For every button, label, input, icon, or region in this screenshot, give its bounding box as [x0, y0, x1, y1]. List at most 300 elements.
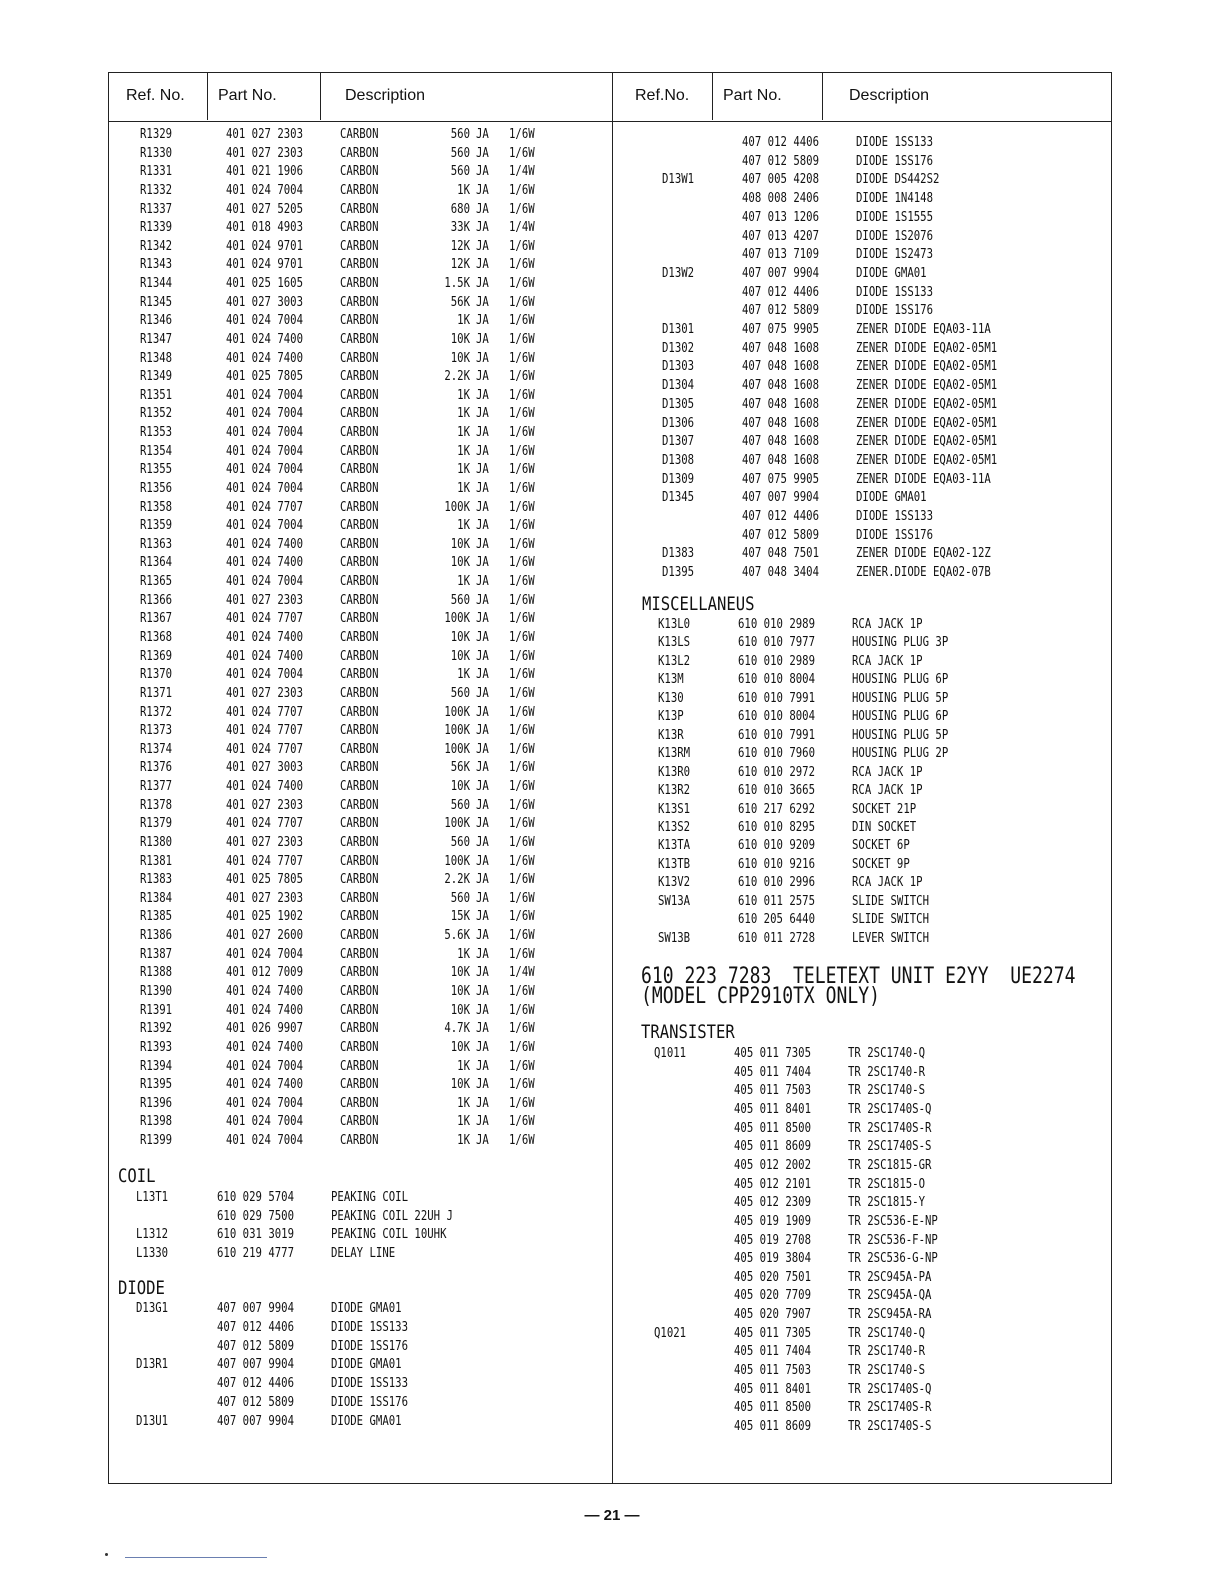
description: DIODE 1SS176: [331, 1395, 409, 1410]
description: TR 2SC1740-Q: [848, 1326, 926, 1341]
resistance-value: 560: [450, 127, 470, 142]
wattage: 1/6W: [509, 1096, 535, 1111]
ref-no: D13W1: [662, 172, 695, 187]
part-no: 407 007 9904: [217, 1301, 295, 1316]
tolerance: JA: [476, 332, 489, 347]
resistance-value: 1K: [457, 444, 470, 459]
resistance-value: 10K: [450, 555, 470, 570]
part-no: 405 019 2708: [734, 1233, 812, 1248]
wattage: 1/6W: [509, 947, 535, 962]
description: ZENER DIODE EQA02-05M1: [856, 416, 998, 431]
ref-no: R1399: [140, 1133, 173, 1148]
wattage: 1/6W: [509, 481, 535, 496]
ref-no: R1342: [140, 239, 173, 254]
resistance-value: 1K: [457, 1059, 470, 1074]
part-no: 405 012 2002: [734, 1158, 812, 1173]
description: DELAY LINE: [331, 1246, 396, 1261]
tolerance: JA: [476, 462, 489, 477]
description: DIODE DS442S2: [856, 172, 940, 187]
description: CARBON: [340, 854, 379, 869]
ref-no: D1308: [662, 453, 695, 468]
ref-no: R1343: [140, 257, 173, 272]
tolerance: JA: [476, 351, 489, 366]
ref-no: SW13A: [658, 894, 691, 909]
wattage: 1/6W: [509, 1133, 535, 1148]
ref-no: R1371: [140, 686, 173, 701]
description: ZENER DIODE EQA03-11A: [856, 322, 991, 337]
ref-no: R1388: [140, 965, 173, 980]
wattage: 1/6W: [509, 630, 535, 645]
part-no: 610 029 5704: [217, 1190, 295, 1205]
tolerance: JA: [476, 1133, 489, 1148]
tolerance: JA: [476, 909, 489, 924]
ref-no: R1386: [140, 928, 173, 943]
part-no: 401 024 7004: [226, 1096, 304, 1111]
wattage: 1/6W: [509, 295, 535, 310]
part-no: 407 048 1608: [742, 378, 820, 393]
description: HOUSING PLUG 6P: [852, 672, 949, 687]
part-no: 401 024 7707: [226, 723, 304, 738]
ref-no: K13V2: [658, 875, 691, 890]
resistance-value: 12K: [450, 239, 470, 254]
description: RCA JACK 1P: [852, 783, 923, 798]
ref-no: K13RM: [658, 746, 691, 761]
part-no: 405 011 8609: [734, 1419, 812, 1434]
resistance-value: 560: [450, 891, 470, 906]
ref-no: R1379: [140, 816, 173, 831]
description: SOCKET 6P: [852, 838, 910, 853]
part-no: 401 024 7004: [226, 1059, 304, 1074]
part-no: 401 024 7400: [226, 630, 304, 645]
part-no: 401 024 7400: [226, 555, 304, 570]
description: CARBON: [340, 462, 379, 477]
wattage: 1/6W: [509, 891, 535, 906]
footer-rule: [125, 1557, 267, 1558]
tolerance: JA: [476, 742, 489, 757]
ref-no: K13S2: [658, 820, 691, 835]
part-no: 401 024 7004: [226, 406, 304, 421]
part-no: 401 027 2303: [226, 686, 304, 701]
ref-no: L1312: [136, 1227, 169, 1242]
resistance-value: 100K: [444, 742, 470, 757]
resistance-value: 1K: [457, 183, 470, 198]
resistance-value: 5.6K: [444, 928, 470, 943]
ref-no: R1376: [140, 760, 173, 775]
ref-no: K13L0: [658, 617, 691, 632]
right-header-desc: Description: [849, 87, 930, 104]
ref-no: SW13B: [658, 931, 691, 946]
tolerance: JA: [476, 723, 489, 738]
description: CARBON: [340, 127, 379, 142]
ref-no: R1383: [140, 872, 173, 887]
part-no: 405 011 8500: [734, 1121, 812, 1136]
part-no: 401 024 7400: [226, 351, 304, 366]
description: ZENER DIODE EQA02-05M1: [856, 359, 998, 374]
ref-no: K13P: [658, 709, 684, 724]
ref-no: K13M: [658, 672, 684, 687]
part-no: 401 018 4903: [226, 220, 304, 235]
description: CARBON: [340, 313, 379, 328]
wattage: 1/6W: [509, 146, 535, 161]
ref-no: K13TB: [658, 857, 691, 872]
part-no: 401 026 9907: [226, 1021, 304, 1036]
wattage: 1/6W: [509, 854, 535, 869]
description: CARBON: [340, 1003, 379, 1018]
ref-no: R1349: [140, 369, 173, 384]
wattage: 1/6W: [509, 835, 535, 850]
ref-no: R1385: [140, 909, 173, 924]
wattage: 1/6W: [509, 574, 535, 589]
ref-no: D13G1: [136, 1301, 169, 1316]
part-no: 401 024 7004: [226, 183, 304, 198]
tolerance: JA: [476, 630, 489, 645]
part-no: 407 048 1608: [742, 416, 820, 431]
part-no: 405 011 7305: [734, 1046, 812, 1061]
ref-no: R1373: [140, 723, 173, 738]
part-no: 610 010 9216: [738, 857, 816, 872]
wattage: 1/6W: [509, 593, 535, 608]
tolerance: JA: [476, 1096, 489, 1111]
wattage: 1/6W: [509, 127, 535, 142]
section-title-coil: COIL: [118, 1165, 156, 1187]
ref-no: R1356: [140, 481, 173, 496]
ref-no: R1365: [140, 574, 173, 589]
part-no: 401 012 7009: [226, 965, 304, 980]
description: CARBON: [340, 630, 379, 645]
description: HOUSING PLUG 2P: [852, 746, 949, 761]
part-no: 407 012 5809: [217, 1395, 295, 1410]
part-no: 405 020 7709: [734, 1288, 812, 1303]
description: TR 2SC536-G-NP: [848, 1251, 938, 1266]
description: CARBON: [340, 202, 379, 217]
description: CARBON: [340, 1133, 379, 1148]
resistance-value: 100K: [444, 500, 470, 515]
tolerance: JA: [476, 984, 489, 999]
part-no: 407 012 4406: [217, 1376, 295, 1391]
tolerance: JA: [476, 1021, 489, 1036]
ref-no: R1369: [140, 649, 173, 664]
ref-no: R1394: [140, 1059, 173, 1074]
tolerance: JA: [476, 798, 489, 813]
part-no: 401 025 7805: [226, 369, 304, 384]
wattage: 1/4W: [509, 220, 535, 235]
tolerance: JA: [476, 705, 489, 720]
tolerance: JA: [476, 854, 489, 869]
resistance-value: 1K: [457, 313, 470, 328]
part-no: 407 048 3404: [742, 565, 820, 580]
wattage: 1/6W: [509, 332, 535, 347]
ref-no: D13R1: [136, 1357, 169, 1372]
resistance-value: 10K: [450, 332, 470, 347]
description: CARBON: [340, 444, 379, 459]
ref-no: R1372: [140, 705, 173, 720]
part-no: 401 024 7707: [226, 611, 304, 626]
part-no: 401 024 7004: [226, 425, 304, 440]
ref-no: R1351: [140, 388, 173, 403]
part-no: 401 027 2303: [226, 146, 304, 161]
part-no: 610 010 2972: [738, 765, 816, 780]
description: CARBON: [340, 164, 379, 179]
part-no: 401 024 7400: [226, 984, 304, 999]
description: CARBON: [340, 816, 379, 831]
wattage: 1/6W: [509, 872, 535, 887]
ref-no: R1390: [140, 984, 173, 999]
part-no: 405 019 1909: [734, 1214, 812, 1229]
part-no: 401 024 7400: [226, 779, 304, 794]
part-no: 407 005 4208: [742, 172, 820, 187]
description: CARBON: [340, 891, 379, 906]
ref-no: K13L2: [658, 654, 691, 669]
description: TR 2SC1740S-Q: [848, 1102, 932, 1117]
wattage: 1/6W: [509, 667, 535, 682]
description: HOUSING PLUG 6P: [852, 709, 949, 724]
resistance-value: 10K: [450, 649, 470, 664]
wattage: 1/6W: [509, 1040, 535, 1055]
ref-no: D1301: [662, 322, 695, 337]
description: CARBON: [340, 239, 379, 254]
part-no: 610 011 2728: [738, 931, 816, 946]
tolerance: JA: [476, 313, 489, 328]
tolerance: JA: [476, 444, 489, 459]
description: CARBON: [340, 500, 379, 515]
part-no: 401 024 7004: [226, 667, 304, 682]
wattage: 1/6W: [509, 611, 535, 626]
ref-no: R1344: [140, 276, 173, 291]
wattage: 1/6W: [509, 369, 535, 384]
ref-no: D13U1: [136, 1414, 169, 1429]
part-no: 401 024 7004: [226, 1133, 304, 1148]
ref-no: K130: [658, 691, 684, 706]
part-no: 408 008 2406: [742, 191, 820, 206]
part-no: 401 024 7400: [226, 1040, 304, 1055]
right-header-part: Part No.: [713, 72, 823, 120]
ref-no: K13R: [658, 728, 684, 743]
part-no: 610 205 6440: [738, 912, 816, 927]
part-no: 407 012 4406: [742, 285, 820, 300]
description: DIN SOCKET: [852, 820, 917, 835]
ref-no: R1380: [140, 835, 173, 850]
ref-no: R1368: [140, 630, 173, 645]
part-no: 405 011 7503: [734, 1083, 812, 1098]
wattage: 1/6W: [509, 1003, 535, 1018]
part-no: 407 075 9905: [742, 322, 820, 337]
part-no: 401 024 7707: [226, 742, 304, 757]
part-no: 401 024 7004: [226, 388, 304, 403]
part-no: 401 024 9701: [226, 239, 304, 254]
ref-no: R1363: [140, 537, 173, 552]
resistance-value: 100K: [444, 723, 470, 738]
part-no: 610 011 2575: [738, 894, 816, 909]
description: TR 2SC945A-QA: [848, 1288, 932, 1303]
wattage: 1/6W: [509, 742, 535, 757]
right-header: [613, 72, 1112, 122]
description: RCA JACK 1P: [852, 617, 923, 632]
tolerance: JA: [476, 295, 489, 310]
description: CARBON: [340, 742, 379, 757]
description: CARBON: [340, 649, 379, 664]
part-no: 401 024 7004: [226, 1114, 304, 1129]
tolerance: JA: [476, 406, 489, 421]
description: TR 2SC536-E-NP: [848, 1214, 938, 1229]
left-header-desc: Description: [345, 87, 426, 104]
tolerance: JA: [476, 500, 489, 515]
part-no: 401 027 5205: [226, 202, 304, 217]
ref-no: R1330: [140, 146, 173, 161]
part-no: 407 012 5809: [742, 528, 820, 543]
part-no: 405 011 8401: [734, 1102, 812, 1117]
description: CARBON: [340, 332, 379, 347]
resistance-value: 4.7K: [444, 1021, 470, 1036]
description: CARBON: [340, 220, 379, 235]
description: CARBON: [340, 183, 379, 198]
wattage: 1/6W: [509, 183, 535, 198]
resistance-value: 100K: [444, 854, 470, 869]
description: TR 2SC1815-GR: [848, 1158, 932, 1173]
wattage: 1/6W: [509, 928, 535, 943]
description: TR 2SC1740-Q: [848, 1046, 926, 1061]
description: DIODE 1S2076: [856, 229, 934, 244]
description: TR 2SC1740S-R: [848, 1121, 932, 1136]
part-no: 407 007 9904: [217, 1357, 295, 1372]
resistance-value: 560: [450, 593, 470, 608]
resistance-value: 680: [450, 202, 470, 217]
part-no: 407 013 7109: [742, 247, 820, 262]
description: SOCKET 9P: [852, 857, 910, 872]
description: DIODE 1S2473: [856, 247, 934, 262]
description: DIODE 1SS133: [856, 509, 934, 524]
ref-no: K13R2: [658, 783, 691, 798]
ref-no: R1348: [140, 351, 173, 366]
description: SOCKET 21P: [852, 802, 917, 817]
part-no: 401 027 2303: [226, 798, 304, 813]
description: CARBON: [340, 1059, 379, 1074]
description: CARBON: [340, 779, 379, 794]
description: CARBON: [340, 406, 379, 421]
description: DIODE 1SS133: [331, 1376, 409, 1391]
description: DIODE 1SS176: [856, 528, 934, 543]
teletext-model-note: (MODEL CPP2910TX ONLY): [641, 984, 880, 1009]
description: TR 2SC1740S-R: [848, 1400, 932, 1415]
section-title-transister: TRANSISTER: [641, 1021, 735, 1043]
description: CARBON: [340, 555, 379, 570]
ref-no: R1384: [140, 891, 173, 906]
part-no: 401 027 2303: [226, 835, 304, 850]
ref-no: D1302: [662, 341, 695, 356]
section-title-misc: MISCELLANEUS: [642, 593, 755, 615]
description: CARBON: [340, 872, 379, 887]
ref-no: R1339: [140, 220, 173, 235]
part-no: 401 024 7400: [226, 1077, 304, 1092]
part-no: 401 024 7004: [226, 313, 304, 328]
part-no: 405 019 3804: [734, 1251, 812, 1266]
ref-no: D13W2: [662, 266, 695, 281]
description: HOUSING PLUG 5P: [852, 728, 949, 743]
part-no: 401 027 3003: [226, 295, 304, 310]
part-no: 405 020 7501: [734, 1270, 812, 1285]
part-no: 407 048 7501: [742, 546, 820, 561]
description: ZENER DIODE EQA02-05M1: [856, 378, 998, 393]
description: CARBON: [340, 276, 379, 291]
part-no: 407 012 5809: [217, 1339, 295, 1354]
part-no: 405 011 8401: [734, 1382, 812, 1397]
description: DIODE 1SS176: [856, 303, 934, 318]
part-no: 610 010 9209: [738, 838, 816, 853]
wattage: 1/6W: [509, 276, 535, 291]
part-no: 610 217 6292: [738, 802, 816, 817]
ref-no: R1392: [140, 1021, 173, 1036]
part-no: 401 024 7400: [226, 332, 304, 347]
tolerance: JA: [476, 593, 489, 608]
tolerance: JA: [476, 1114, 489, 1129]
ref-no: R1396: [140, 1096, 173, 1111]
part-no: 407 075 9905: [742, 472, 820, 487]
tolerance: JA: [476, 146, 489, 161]
wattage: 1/6W: [509, 1077, 535, 1092]
tolerance: JA: [476, 686, 489, 701]
part-no: 401 027 2303: [226, 891, 304, 906]
part-no: 401 027 2303: [226, 593, 304, 608]
wattage: 1/6W: [509, 388, 535, 403]
ref-no: R1329: [140, 127, 173, 142]
part-no: 401 024 7707: [226, 705, 304, 720]
part-no: 407 007 9904: [742, 490, 820, 505]
description: CARBON: [340, 369, 379, 384]
wattage: 1/6W: [509, 705, 535, 720]
description: CARBON: [340, 947, 379, 962]
description: TR 2SC1740S-S: [848, 1419, 932, 1434]
tolerance: JA: [476, 835, 489, 850]
resistance-value: 2.2K: [444, 369, 470, 384]
description: DIODE 1SS133: [856, 135, 934, 150]
description: TR 2SC1815-O: [848, 1177, 926, 1192]
resistance-value: 1K: [457, 462, 470, 477]
description: CARBON: [340, 1096, 379, 1111]
ref-no: R1387: [140, 947, 173, 962]
tolerance: JA: [476, 388, 489, 403]
resistance-value: 560: [450, 164, 470, 179]
description: ZENER DIODE EQA02-05M1: [856, 397, 998, 412]
tolerance: JA: [476, 928, 489, 943]
ref-no: D1395: [662, 565, 695, 580]
part-no: 401 021 1906: [226, 164, 304, 179]
resistance-value: 100K: [444, 611, 470, 626]
resistance-value: 100K: [444, 705, 470, 720]
part-no: 401 027 3003: [226, 760, 304, 775]
resistance-value: 1K: [457, 481, 470, 496]
ref-no: R1358: [140, 500, 173, 515]
part-no: 610 010 3665: [738, 783, 816, 798]
wattage: 1/6W: [509, 816, 535, 831]
ref-no: R1398: [140, 1114, 173, 1129]
description: DIODE GMA01: [856, 266, 927, 281]
tolerance: JA: [476, 369, 489, 384]
description: CARBON: [340, 798, 379, 813]
description: TR 2SC1815-Y: [848, 1195, 926, 1210]
tolerance: JA: [476, 1040, 489, 1055]
description: CARBON: [340, 760, 379, 775]
description: CARBON: [340, 723, 379, 738]
ref-no: L1330: [136, 1246, 169, 1261]
description: HOUSING PLUG 3P: [852, 635, 949, 650]
right-header-ref: Ref.No.: [625, 72, 713, 120]
description: CARBON: [340, 388, 379, 403]
resistance-value: 10K: [450, 779, 470, 794]
ref-no: K13S1: [658, 802, 691, 817]
tolerance: JA: [476, 257, 489, 272]
part-no: 407 012 5809: [742, 154, 820, 169]
tolerance: JA: [476, 667, 489, 682]
tolerance: JA: [476, 779, 489, 794]
